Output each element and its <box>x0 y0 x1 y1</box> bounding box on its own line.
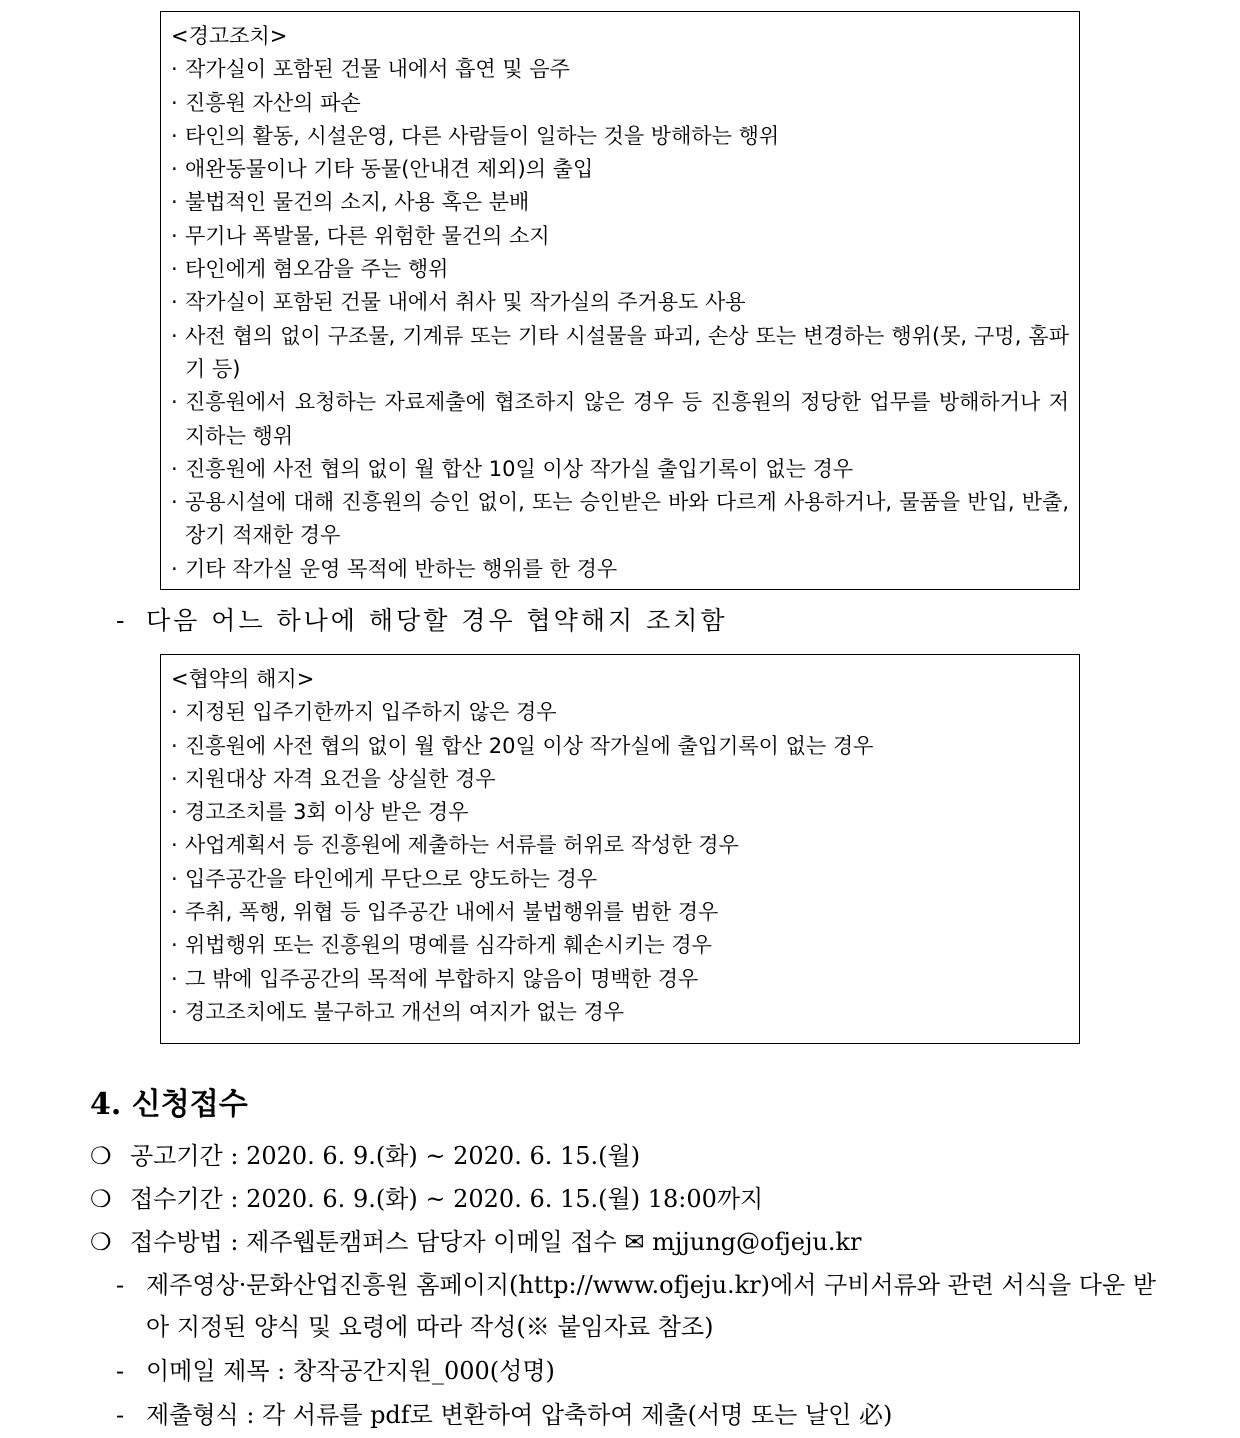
warning-measures-box <box>160 11 1080 590</box>
list-item: · 진흥원에서 요청하는 자료제출에 협조하지 않은 경우 등 진흥원의 정당한 업무를 방해하거나 저지하는 행위 <box>171 390 1069 448</box>
notice-period-line: ❍ 공고기간 : 2020. 6. 9.(화) ~ 2020. 6. 15.(월) <box>90 1142 641 1170</box>
list-item: · 진흥원 자산의 파손 <box>171 90 361 115</box>
termination-intro: - 다음 어느 하나에 해당할 경우 협약해지 조치함 <box>116 606 728 635</box>
list-item: · 위법행위 또는 진흥원의 명예를 심각하게 훼손시키는 경우 <box>171 933 712 958</box>
list-item: · 지정된 입주기한까지 입주하지 않은 경우 <box>171 700 557 725</box>
list-item: · 작가실이 포함된 건물 내에서 취사 및 작가실의 주거용도 사용 <box>171 290 746 315</box>
list-item: · 경고조치를 3회 이상 받은 경우 <box>171 800 469 825</box>
list-item: · 타인의 활동, 시설운영, 다른 사람들이 일하는 것을 방해하는 행위 <box>171 123 780 148</box>
section-title: 4. 신청접수 <box>90 1087 248 1122</box>
application-period-line: ❍ 접수기간 : 2020. 6. 9.(화) ~ 2020. 6. 15.(월) 18:00까지 <box>90 1185 764 1213</box>
list-item: · 무기나 폭발물, 다른 위험한 물건의 소지 <box>171 223 550 248</box>
list-item: · 진흥원에 사전 협의 없이 월 합산 20일 이상 작가실에 출입기록이 없는 경우 <box>171 733 874 758</box>
list-item: · 공용시설에 대해 진흥원의 승인 없이, 또는 승인받은 바와 다르게 사용하거나, 물품을 반입, 반출, 장기 적재한 경우 <box>171 490 1069 548</box>
list-item: · 진흥원에 사전 협의 없이 월 합산 10일 이상 작가실 출입기록이 없는 경우 <box>171 456 854 481</box>
termination-box-title: <협약의 해지> <box>171 667 315 691</box>
list-item: · 불법적인 물건의 소지, 사용 혹은 분배 <box>171 190 530 215</box>
list-item: · 타인에게 혐오감을 주는 행위 <box>171 257 449 282</box>
list-item: · 그 밖에 입주공간의 목적에 부합하지 않음이 명백한 경우 <box>171 966 699 991</box>
list-item: · 애완동물이나 기타 동물(안내견 제외)의 출입 <box>171 157 594 182</box>
warning-box-title: <경고조치> <box>171 24 288 48</box>
list-item: · 사업계획서 등 진흥원에 제출하는 서류를 허위로 작성한 경우 <box>171 833 739 858</box>
sub-item-submission-format: - 제출형식 : 각 서류를 pdf로 변환하여 압축하여 제출(서명 또는 날인 必) <box>116 1401 893 1429</box>
list-item: · 지원대상 자격 요건을 상실한 경우 <box>171 766 496 791</box>
list-item: · 기타 작가실 운영 목적에 반하는 행위를 한 경우 <box>171 556 618 581</box>
sub-item-email-subject: - 이메일 제목 : 창작공간지원_000(성명) <box>116 1357 555 1385</box>
list-item: · 경고조치에도 불구하고 개선의 여지가 없는 경우 <box>171 999 625 1024</box>
termination-box <box>160 654 1080 1044</box>
list-item: · 입주공간을 타인에게 무단으로 양도하는 경우 <box>171 866 598 891</box>
sub-item-homepage: - 제주영상·문화산업진흥원 홈페이지(http://www.ofjeju.kr)에서 구비서류와 관련 서식을 다운 받아 지정된 양식 및 요령에 따라 작성(※ 붙임자료 참조) <box>116 1271 1156 1341</box>
list-item: · 사전 협의 없이 구조물, 기계류 또는 기타 시설물을 파괴, 손상 또는 변경하는 행위(못, 구멍, 홈파기 등) <box>171 323 1069 381</box>
application-method-line: ❍ 접수방법 : 제주웹툰캠퍼스 담당자 이메일 접수 ✉ mjjung@ofjeju.kr <box>90 1228 862 1256</box>
list-item: · 작가실이 포함된 건물 내에서 흡연 및 음주 <box>171 57 570 82</box>
list-item: · 주취, 폭행, 위협 등 입주공간 내에서 불법행위를 범한 경우 <box>171 900 719 925</box>
